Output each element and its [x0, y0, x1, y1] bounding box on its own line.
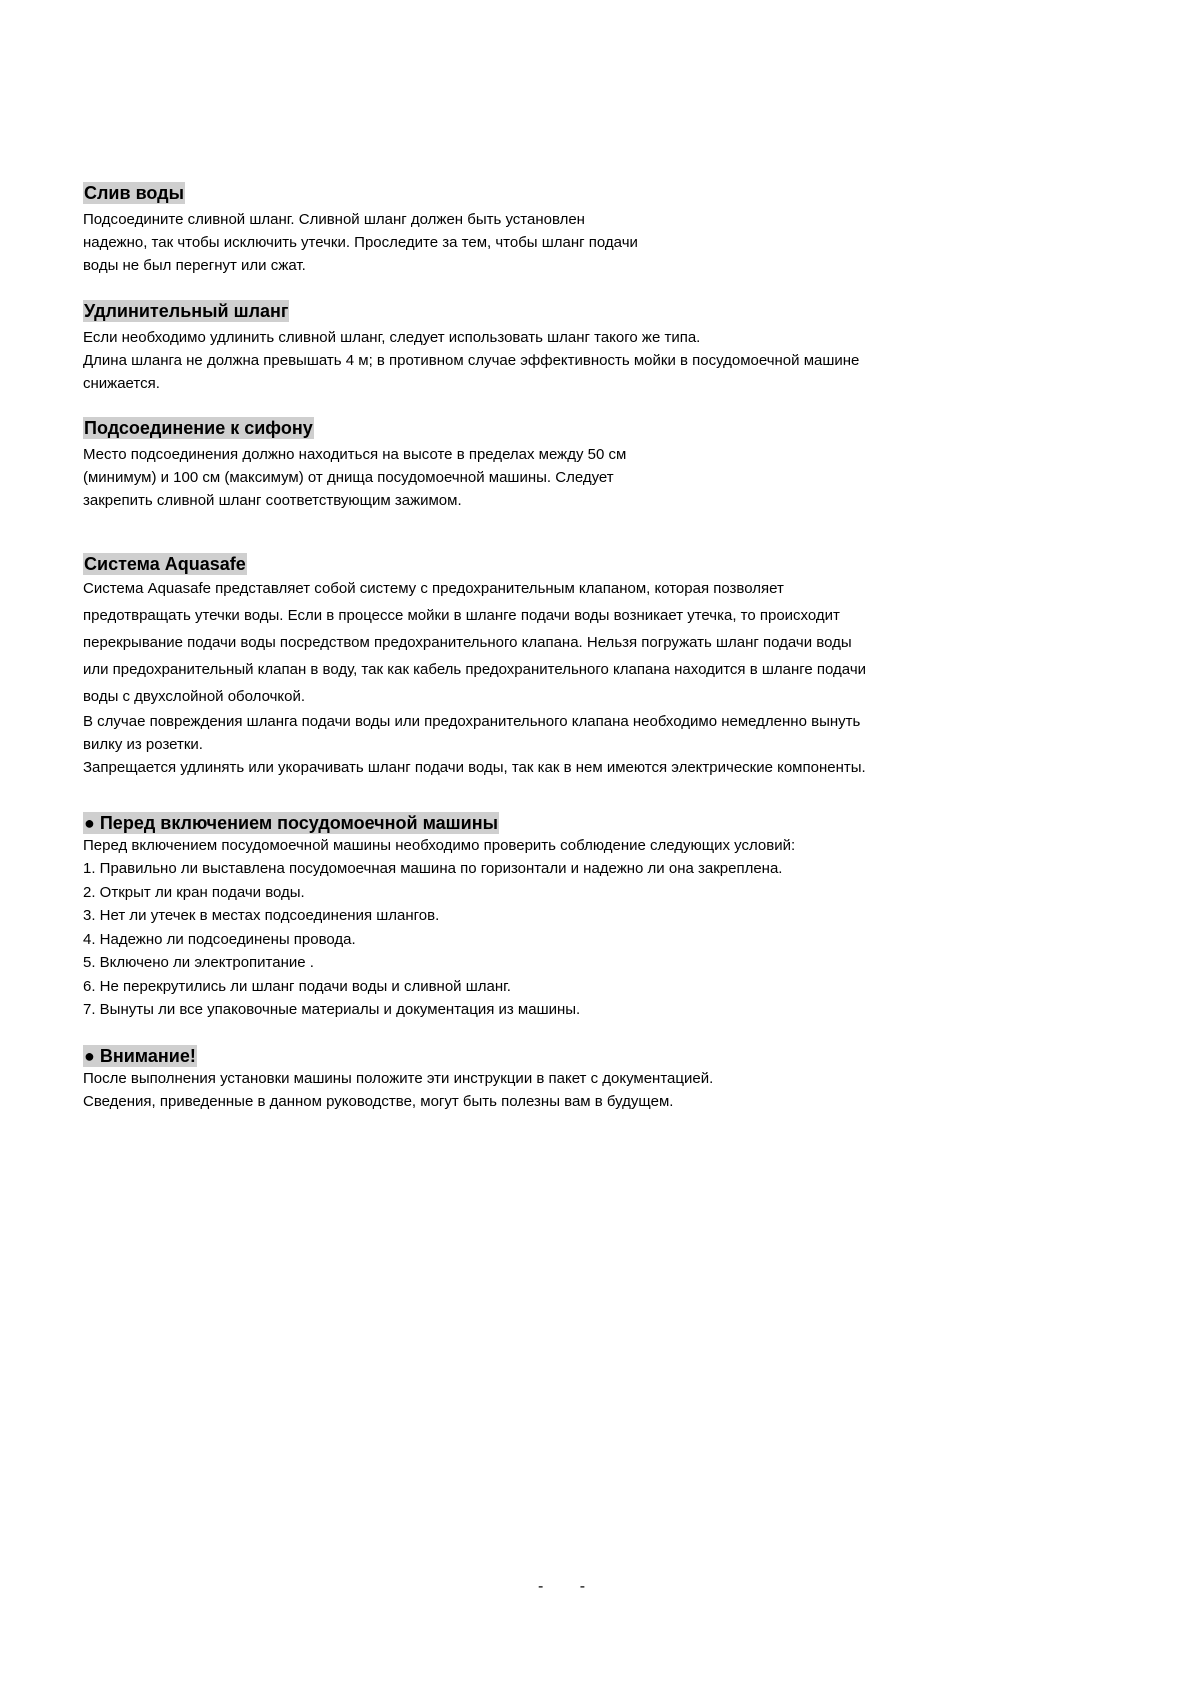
list-item: 4. Надежно ли подсоединены провода. — [83, 930, 356, 948]
section-extension-hose — [83, 300, 1123, 395]
text-line: воды с двухслойной оболочкой. — [83, 688, 306, 705]
text-line: вилку из розетки. — [83, 736, 203, 753]
text-line: надежно, так чтобы исключить утечки. Проследите за тем, чтобы шланг подачи — [83, 234, 638, 251]
list-item: 7. Вынуты ли все упаковочные материалы и документация из машины. — [83, 1001, 581, 1018]
section-heading: Слив воды — [84, 183, 184, 203]
text-line: закрепить сливной шланг соответствующим зажимом. — [83, 492, 462, 509]
section-heading: Подсоединение к сифону — [84, 418, 313, 438]
text-line: Сведения, приведенные в данном руководстве, могут быть полезны вам в будущем. — [83, 1093, 674, 1110]
section-heading: ● Перед включением посудомоечной машины — [84, 813, 498, 833]
text-line: или предохранительный клапан в воду, так как кабель предохранительного клапана находится в шланге подачи — [83, 661, 867, 678]
section-aquasafe — [83, 553, 1123, 779]
text-line: Подсоедините сливной шланг. Сливной шланг должен быть установлен — [83, 211, 585, 228]
checklist — [83, 857, 1123, 1022]
section-water-drain — [83, 182, 1123, 277]
text-line: Если необходимо удлинить сливной шланг, следует использовать шланг такого же типа. — [83, 329, 701, 346]
text-line: перекрывание подачи воды посредством предохранительного клапана. Нельзя погружать шланг подачи воды — [83, 634, 852, 651]
list-item: 2. Открыт ли кран подачи воды. — [83, 883, 305, 901]
text-line: Перед включением посудомоечной машины необходимо проверить соблюдение следующих условий: — [83, 837, 796, 854]
list-item: 6. Не перекрутились ли шланг подачи воды и сливной шланг. — [83, 977, 511, 995]
list-item: 5. Включено ли электропитание . — [83, 954, 314, 971]
section-before-start — [83, 812, 1123, 1022]
text-line: Длина шланга не должна превышать 4 м; в противном случае эффективность мойки в посудомоечной машине — [83, 352, 860, 369]
section-attention — [83, 1045, 1123, 1113]
text-line: снижается. — [83, 375, 160, 392]
section-siphon-connection — [83, 417, 1123, 512]
text-line: воды не был перегнут или сжат. — [83, 257, 306, 274]
text-line: Место подсоединения должно находиться на высоте в пределах между 50 см — [83, 446, 627, 463]
text-line: В случае повреждения шланга подачи воды или предохранительного клапана необходимо немедленно вынуть — [83, 713, 861, 730]
text-line: Запрещается удлинять или укорачивать шланг подачи воды, так как в нем имеются электрические компоненты. — [83, 759, 866, 776]
section-heading: Удлинительный шланг — [84, 301, 289, 321]
section-heading: ● Внимание! — [84, 1046, 196, 1066]
text-line: Система Aquasafe представляет собой систему с предохранительным клапаном, которая позволяет — [83, 580, 784, 597]
text-line: (минимум) и 100 см (максимум) от днища посудомоечной машины. Следует — [83, 469, 614, 486]
list-item: 3. Нет ли утечек в местах подсоединения шлангов. — [83, 907, 440, 924]
text-line: предотвращать утечки воды. Если в процессе мойки в шланге подачи воды возникает утечка, то происходит — [83, 607, 840, 624]
list-item: 1. Правильно ли выставлена посудомоечная машина по горизонтали и надежно ли она закреплена. — [83, 860, 783, 877]
page-number: - - — [538, 1578, 602, 1595]
text-line: После выполнения установки машины положите эти инструкции в пакет с документацией. — [83, 1070, 714, 1087]
section-heading: Система Aquasafe — [84, 554, 246, 574]
